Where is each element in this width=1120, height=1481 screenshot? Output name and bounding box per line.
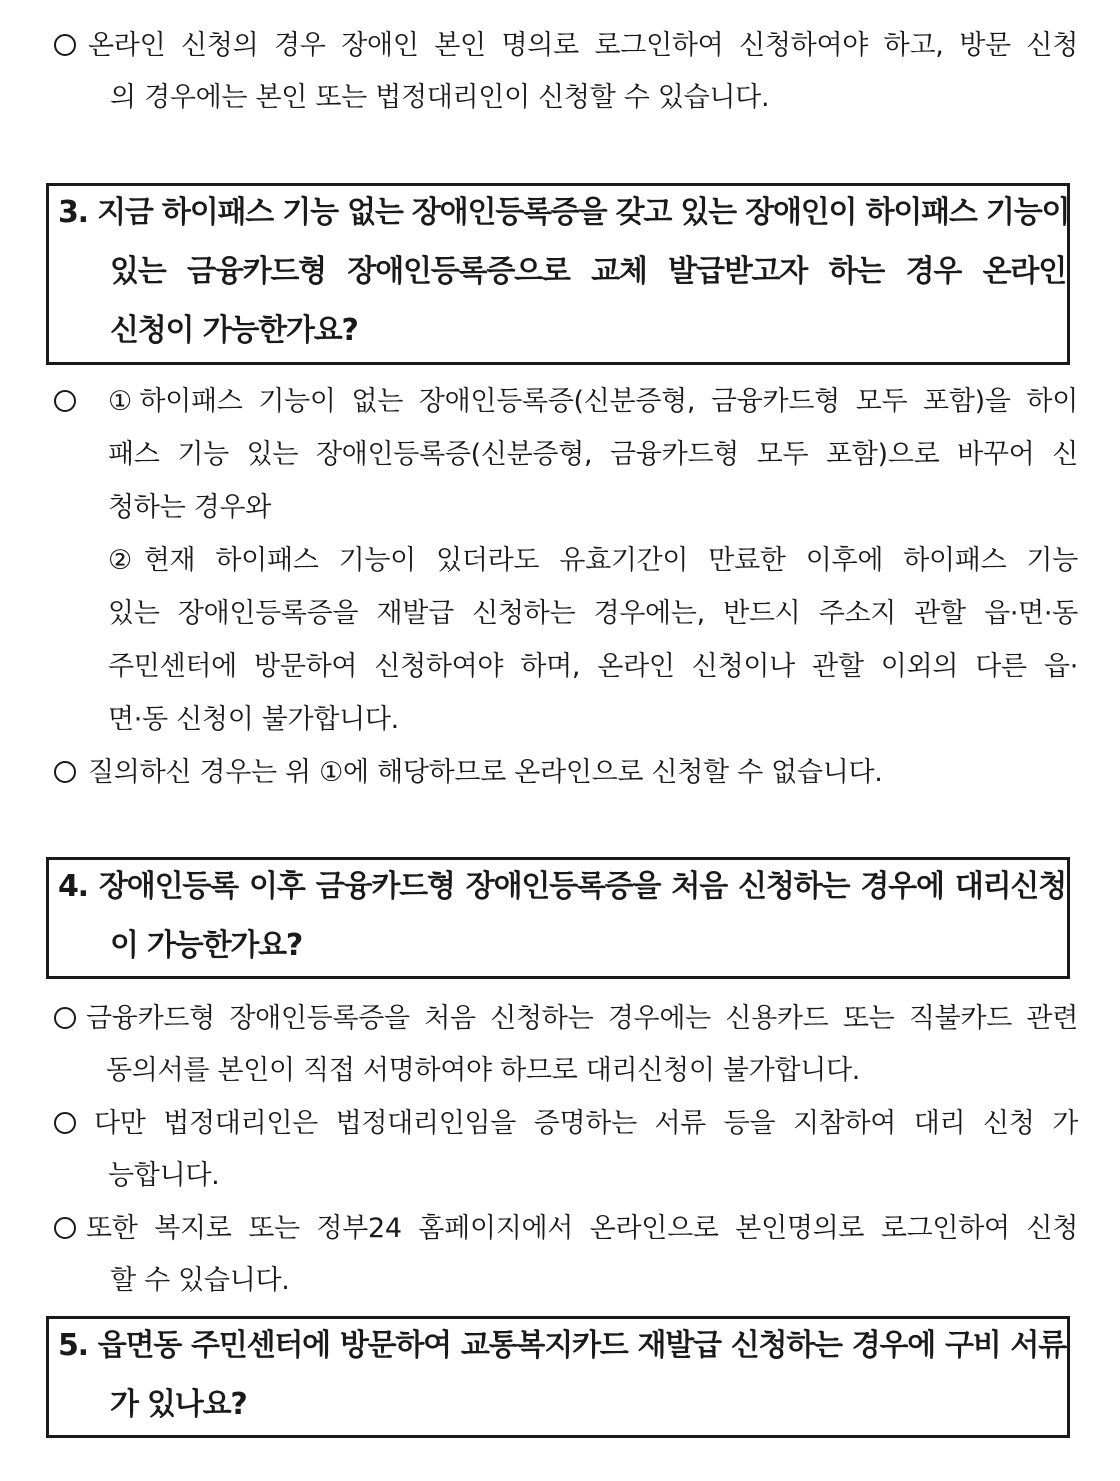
intro-line-2: 의 경우에는 본인 또는 법정대리인이 신청할 수 있습니다.: [110, 82, 770, 113]
answer-4b-line-2: 능합니다.: [108, 1160, 220, 1191]
answer-3-line-7: 면·동 신청이 불가합니다.: [108, 704, 399, 735]
answer-3-line-4: ②현재 하이패스 기능이 있더라도 유효기간이 만료한 이후에 하이패스 기능: [108, 545, 1078, 576]
answer-4c-line-1: 또한 복지로 또는 정부24 홈페이지에서 온라인으로 본인명의로 로그인하여 신청: [86, 1213, 1078, 1244]
question-4-line-2: 이 가능한가요?: [110, 928, 303, 963]
answer-3-line-3: 청하는 경우와: [108, 492, 271, 523]
question-5-line-1: 5. 읍면동 주민센터에 방문하여 교통복지카드 재발급 신청하는 경우에 구비 서류: [58, 1328, 1066, 1363]
bullet-icon: [54, 747, 76, 799]
answer-3-line-6: 주민센터에 방문하여 신청하여야 하며, 온라인 신청이나 관할 이외의 다른 읍·: [108, 651, 1078, 682]
answer-3-line-1: ①하이패스 기능이 없는 장애인등록증(신분증형, 금융카드형 모두 포함)을 하이: [108, 386, 1078, 417]
question-3-line-1: 3. 지금 하이패스 기능 없는 장애인등록증을 갖고 있는 장애인이 하이패스 기능이: [58, 195, 1070, 230]
bullet-icon: [54, 1203, 76, 1255]
question-3-line-3: 신청이 가능한가요?: [110, 313, 358, 348]
answer-4a-line-1: 금융카드형 장애인등록증을 처음 신청하는 경우에는 신용카드 또는 직불카드 관련: [86, 1003, 1078, 1034]
question-4-line-1: 4. 장애인등록 이후 금융카드형 장애인등록증을 처음 신청하는 경우에 대리신청: [58, 869, 1066, 904]
bullet-icon: [54, 993, 76, 1045]
bullet-icon: [54, 1098, 76, 1150]
answer-4b-line-1: 다만 법정대리인은 법정대리인임을 증명하는 서류 등을 지참하여 대리 신청 가: [94, 1108, 1078, 1139]
answer-3-line-2: 패스 기능 있는 장애인등록증(신분증형, 금융카드형 모두 포함)으로 바꾸어 신: [108, 439, 1078, 470]
answer-4a-line-2: 동의서를 본인이 직접 서명하여야 하므로 대리신청이 불가합니다.: [106, 1055, 861, 1086]
question-5-line-2: 가 있나요?: [110, 1387, 247, 1422]
question-3-line-2: 있는 금융카드형 장애인등록증으로 교체 발급받고자 하는 경우 온라인: [110, 254, 1066, 289]
intro-line-1: 온라인 신청의 경우 장애인 본인 명의로 로그인하여 신청하여야 하고, 방문 신청: [88, 30, 1078, 61]
answer-4c-line-2: 할 수 있습니다.: [110, 1265, 290, 1296]
answer-3-conclusion: 질의하신 경우는 위 ①에 해당하므로 온라인으로 신청할 수 없습니다.: [88, 757, 883, 788]
bullet-icon: [54, 376, 76, 428]
answer-3-line-5: 있는 장애인등록증을 재발급 신청하는 경우에는, 반드시 주소지 관할 읍·면·동: [108, 598, 1078, 629]
bullet-icon: [54, 20, 76, 72]
